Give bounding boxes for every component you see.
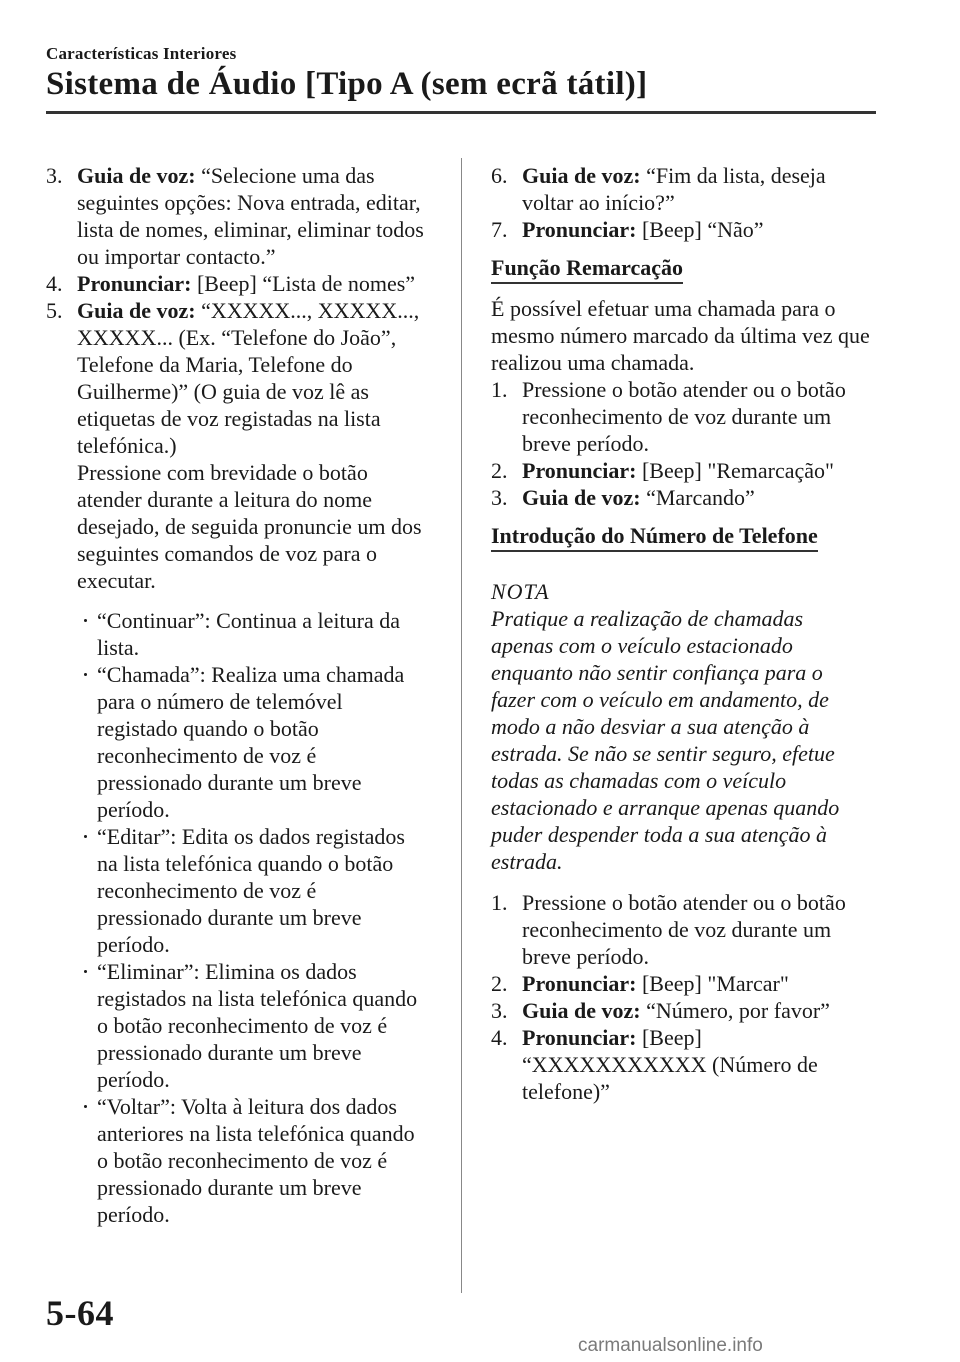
bullet-dot-icon [84,673,87,676]
dial-step-1: 1. Pressione o botão atender ou o botão reconhecimento de voz durante um breve período. [491,890,846,969]
voice-command-list [46,607,446,1228]
step-3: 3. Guia de voz: “Selecione uma das seguintes opções: Nova entrada, editar, lista de nomes, eliminar, eliminar todos ou importar contacto.” [46,163,424,269]
step-4: 4. Pronunciar: [Beep] “Lista de nomes” [46,271,416,296]
dial-step-4: 4. Pronunciar: [Beep] “XXXXXXXXXXX (Número de telefone)” [491,1025,818,1104]
redial-step-3: 3. Guia de voz: “Marcando” [491,485,755,510]
list-item: “Editar”: Edita os dados registados na lista telefónica quando o botão reconhecimento de voz é pressionado durante um breve período. [46,823,446,958]
dial-step-3: 3. Guia de voz: “Número, por favor” [491,998,830,1023]
step-7: 7. Pronunciar: [Beep] “Não” [491,217,764,242]
step-5: 5. Guia de voz: “XXXXX..., XXXXX..., XXXXX... (Ex. “Telefone do João”, Telefone da Maria, Telefone do Guilherme)” (O guia de voz lê as etiquetas de voz registadas na lista telefónica.) Pressione com brevidade o botão atender durante a leitura do nome desejado, de seguida pronuncie um dos seguintes comandos de voz para o executar. [46,298,422,593]
bullet-dot-icon [84,835,87,838]
list-item: “Chamada”: Realiza uma chamada para o número de telemóvel registado quando o botão reconhecimento de voz é pressionado durante um breve período. [46,661,446,823]
step-6: 6. Guia de voz: “Fim da lista, deseja voltar ao início?” [491,163,826,215]
list-item: “Continuar”: Continua a leitura da lista. [46,607,446,661]
redial-step-1: 1. Pressione o botão atender ou o botão reconhecimento de voz durante um breve período. [491,377,846,456]
list-item: “Voltar”: Volta à leitura dos dados anteriores na lista telefónica quando o botão reconhecimento de voz é pressionado durante um breve período. [46,1093,446,1228]
bullet-dot-icon [84,1105,87,1108]
dial-step-2: 2. Pronunciar: [Beep] "Marcar" [491,971,789,996]
redial-step-2: 2. Pronunciar: [Beep] "Remarcação" [491,458,835,483]
page-number: 5-64 [46,1293,114,1333]
redial-description: É possível efetuar uma chamada para o mesmo número marcado da última vez que realizou uma chamada. [491,296,870,375]
watermark: carmanualsonline.info [578,1335,763,1356]
left-column [46,162,446,1228]
bullet-dot-icon [84,619,87,622]
note-label: NOTA [491,579,550,604]
column-divider [461,158,462,1293]
list-item: “Eliminar”: Elimina os dados registados na lista telefónica quando o botão reconhecimento de voz é pressionado durante um breve período. [46,958,446,1093]
bullet-dot-icon [84,970,87,973]
number-entry-heading: Introdução do Número de Telefone [491,522,818,552]
note-text: Pratique a realização de chamadas apenas com o veículo estacionado enquanto não sentir confiança para o fazer com o veículo em andamento, de modo a não desviar a sua atenção à estrada. Se não se sentir seguro, efetue todas as chamadas com o veículo estacionado e arranque apenas quando puder despender toda a sua atenção à estrada. [491,606,840,874]
section-label: Características Interiores [46,44,237,63]
redial-heading: Função Remarcação [491,254,683,284]
page-title: Sistema de Áudio [Tipo A (sem ecrã tátil)] [46,66,648,102]
right-column [491,162,891,1105]
header-divider [46,111,876,114]
